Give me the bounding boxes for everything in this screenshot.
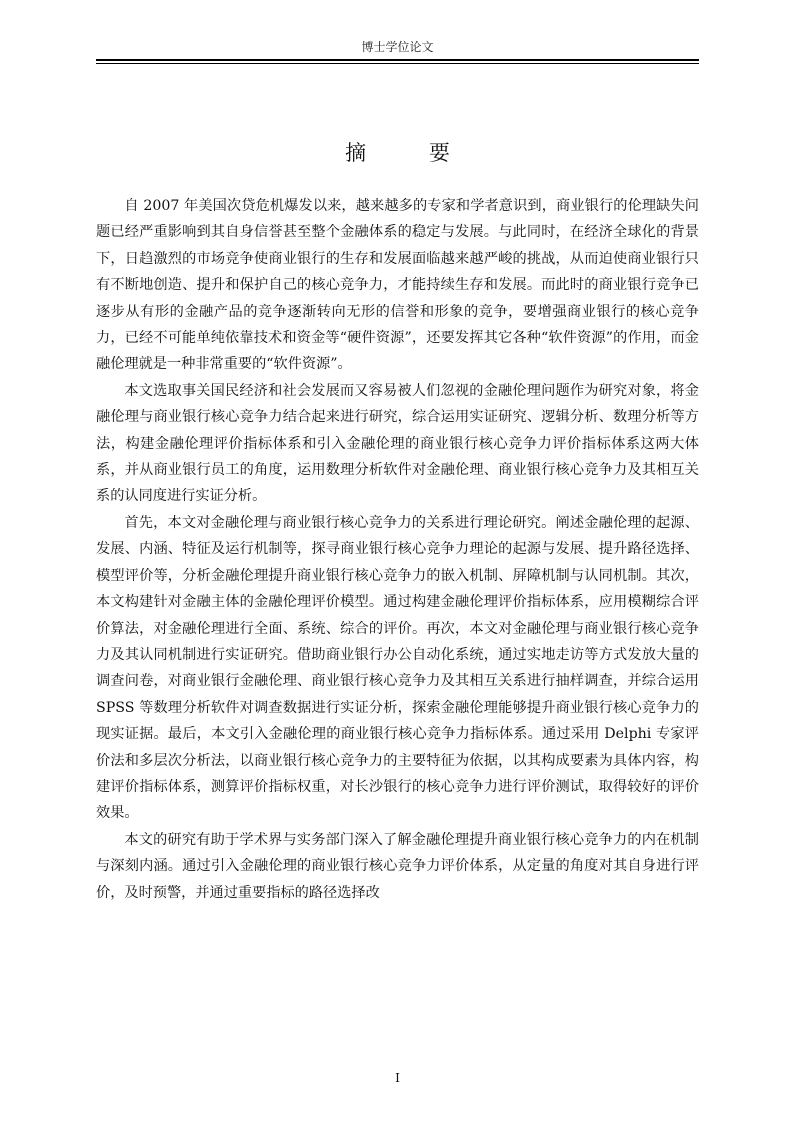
abstract-paragraph-3: 首先，本文对金融伦理与商业银行核心竞争力的关系进行理论研究。阐述金融伦理的起源、发展、内涵、特征及运行机制等，探寻商业银行核心竞争力理论的起源与发展、提升路径选择、模型评价等，分析金融伦理提升商业银行核心竞争力的嵌入机制、屏障机制与认同机制。其次，本文构建针对金融主体的金融伦理评价模型。通过构建金融伦理评价指标体系，应用模糊综合评价算法，对金融伦理进行全面、系统、综合的评价。再次，本文对金融伦理与商业银行核心竞争力及其认同机制进行实证研究。借助商业银行办公自动化系统，通过实地走访等方式发放大量的调查问卷，对商业银行金融伦理、商业银行核心竞争力及其相互关系进行抽样调查，并综合运用 SPSS 等数理分析软件对调查数据进行实证分析，探索金融伦理能够提升商业银行核心竞争力的现实证据。最后，本文引入金融伦理的商业银行核心竞争力指标体系。通过采用 Delphi 专家评价法和多层次分析法，以商业银行核心竞争力的主要特征为依据，以其构成要素为具体内容，构建评价指标体系，测算评价指标权重，对长沙银行的核心竞争力进行评价测试，取得较好的评价效果。 bbox=[96, 514, 699, 822]
header-rule-thin bbox=[96, 63, 699, 64]
abstract-paragraph-1: 自 2007 年美国次贷危机爆发以来，越来越多的专家和学者意识到，商业银行的伦理缺失问题已经严重影响到其自身信誉甚至整个金融体系的稳定与发展。与此同时，在经济全球化的背景下，日趋激烈的市场竞争使商业银行的生存和发展面临越来越严峻的挑战，从而迫使商业银行只有不断地创造、提升和保护自己的核心竞争力，才能持续生存和发展。而此时的商业银行竞争已逐步从有形的金融产品的竞争逐渐转向无形的信誉和形象的竞争，要增强商业银行的核心竞争力，已经不可能单纯依靠技术和资金等“硬件资源”，还要发挥其它各种“软件资源”的作用，而金融伦理就是一种非常重要的“软件资源”。 bbox=[96, 198, 699, 373]
abstract-paragraph-4: 本文的研究有助于学术界与实务部门深入了解金融伦理提升商业银行核心竞争力的内在机制与深刻内涵。通过引入金融伦理的商业银行核心竞争力评价体系，从定量的角度对其自身进行评价，及时预警，并通过重要指标的路径选择改 bbox=[96, 831, 699, 901]
page-title: 摘 要 bbox=[345, 141, 478, 166]
header-rule-thick bbox=[96, 59, 699, 61]
running-header: 博士学位论文 bbox=[361, 40, 434, 54]
abstract-body bbox=[96, 193, 699, 906]
abstract-paragraph-2: 本文选取事关国民经济和社会发展而又容易被人们忽视的金融伦理问题作为研究对象，将金融伦理与商业银行核心竞争力结合起来进行研究，综合运用实证研究、逻辑分析、数理分析等方法，构建金融伦理评价指标体系和引入金融伦理的商业银行核心竞争力评价指标体系这两大体系，并从商业银行员工的角度，运用数理分析软件对金融伦理、商业银行核心竞争力及其相互关系的认同度进行实证分析。 bbox=[96, 382, 699, 505]
page-number: I bbox=[395, 1071, 400, 1085]
